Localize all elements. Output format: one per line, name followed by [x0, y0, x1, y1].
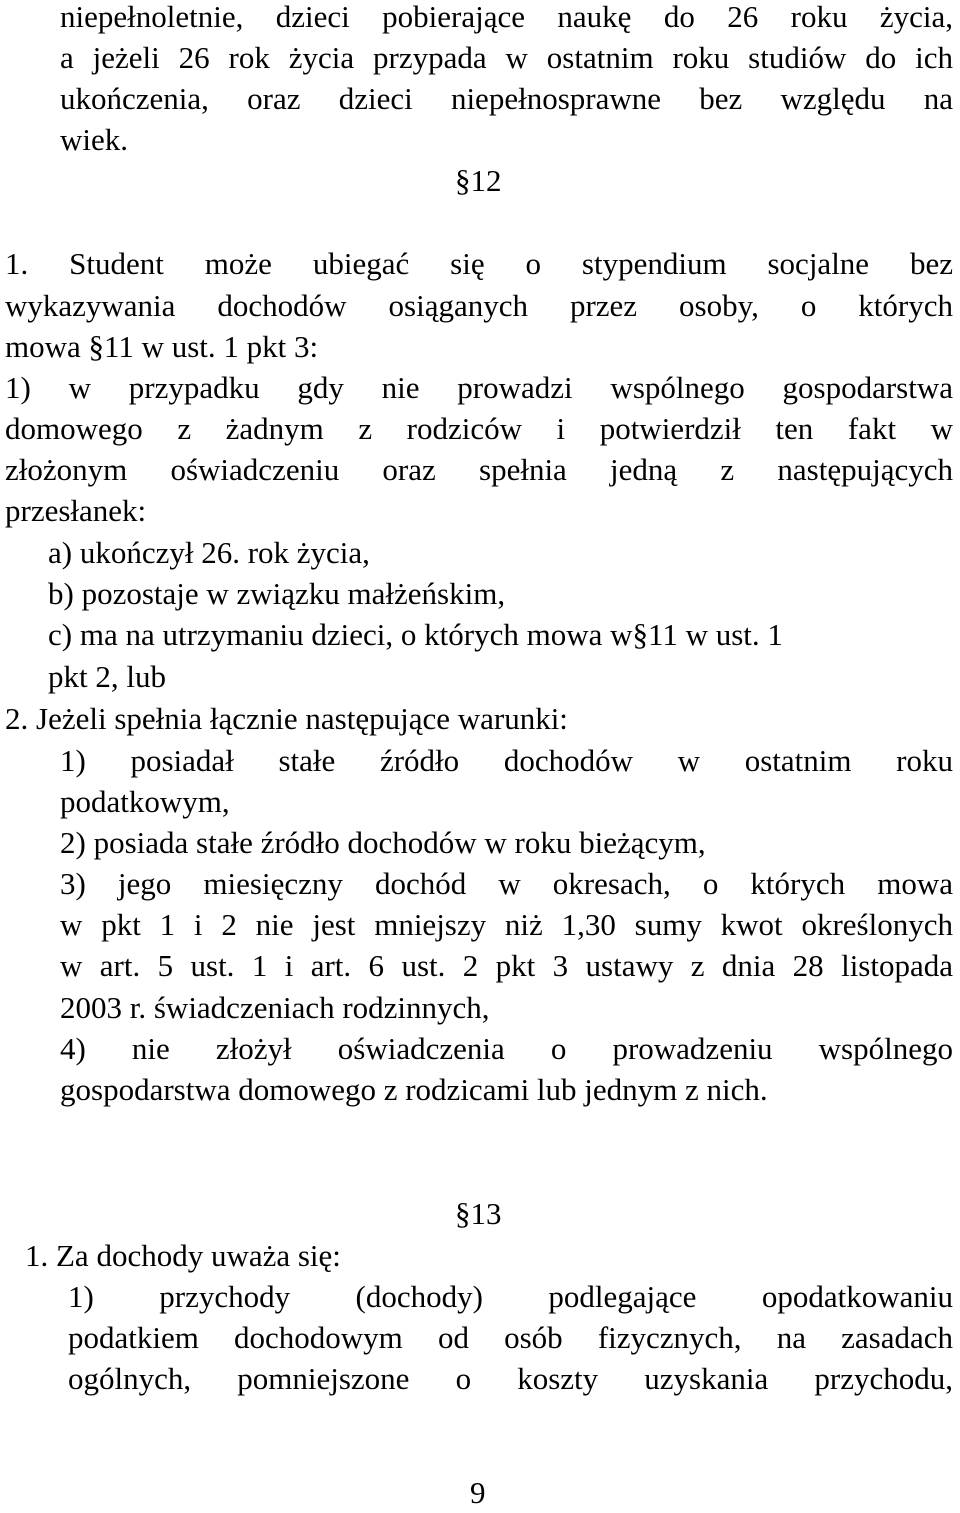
intro-line-4: wiek. [60, 122, 129, 157]
sec12-p2-heading: 2. Jeżeli spełnia łącznie następujące warunki: [5, 701, 568, 736]
sec12-p1-line-7: przesłanek: [5, 493, 147, 528]
sec12-p2-item-4-line-2: gospodarstwa domowego z rodzicami lub jednym z nich. [60, 1072, 768, 1107]
sec13-p1-line-2: podatkiem dochodowym od osób fizycznych, na zasadach [68, 1320, 953, 1355]
sec12-item-b: b) pozostaje w związku małżeńskim, [48, 576, 506, 611]
sec12-p2-item-2: 2) posiada stałe źródło dochodów w roku bieżącym, [60, 825, 706, 860]
sec12-p2-item-3-line-2: w pkt 1 i 2 nie jest mniejszy niż 1,30 sumy kwot określonych [60, 907, 953, 942]
sec12-p1-line-3: mowa §11 w ust. 1 pkt 3: [5, 329, 319, 364]
sec12-item-c-line-1: c) ma na utrzymaniu dzieci, o których mowa w§11 w ust. 1 [48, 617, 783, 652]
sec13-p1-line-3: ogólnych, pomniejszone o koszty uzyskania przychodu, [68, 1361, 953, 1396]
sec12-item-c-line-2: pkt 2, lub [48, 659, 166, 694]
sec12-p1-line-4: 1) w przypadku gdy nie prowadzi wspólnego gospodarstwa [5, 370, 953, 405]
sec13-p1-heading: 1. Za dochody uważa się: [25, 1238, 341, 1273]
intro-line-1: niepełnoletnie, dzieci pobierające naukę do 26 roku życia, [60, 0, 953, 34]
sec12-p2-item-1-line-2: podatkowym, [60, 784, 230, 819]
sec12-p1-line-1: 1. Student może ubiegać się o stypendium socjalne bez [5, 246, 953, 281]
sec12-p2-item-3-line-3: w art. 5 ust. 1 i art. 6 ust. 2 pkt 3 ustawy z dnia 28 listopada [60, 948, 953, 983]
intro-line-3: ukończenia, oraz dzieci niepełnosprawne bez względu na [60, 81, 953, 116]
sec13-p1-line-1: 1) przychody (dochody) podlegające opodatkowaniu [68, 1279, 953, 1314]
sec12-p2-item-3-line-4: 2003 r. świadczeniach rodzinnych, [60, 990, 490, 1025]
sec12-p2-item-4-line-1: 4) nie złożył oświadczenia o prowadzeniu wspólnego [60, 1031, 953, 1066]
page-number: 9 [470, 1475, 486, 1510]
section-13-heading: §13 [455, 1196, 502, 1231]
intro-line-2: a jeżeli 26 rok życia przypada w ostatnim roku studiów do ich [60, 40, 953, 75]
sec12-p1-line-5: domowego z żadnym z rodziców i potwierdził ten fakt w [5, 411, 953, 446]
sec12-p2-item-1-line-1: 1) posiadał stałe źródło dochodów w ostatnim roku [60, 743, 953, 778]
sec12-p2-item-3-line-1: 3) jego miesięczny dochód w okresach, o których mowa [60, 866, 953, 901]
section-12-heading: §12 [455, 163, 502, 198]
sec12-p1-line-6: złożonym oświadczeniu oraz spełnia jedną z następujących [5, 452, 953, 487]
sec12-p1-line-2: wykazywania dochodów osiąganych przez osoby, o których [5, 288, 953, 323]
sec12-item-a: a) ukończył 26. rok życia, [48, 535, 370, 570]
